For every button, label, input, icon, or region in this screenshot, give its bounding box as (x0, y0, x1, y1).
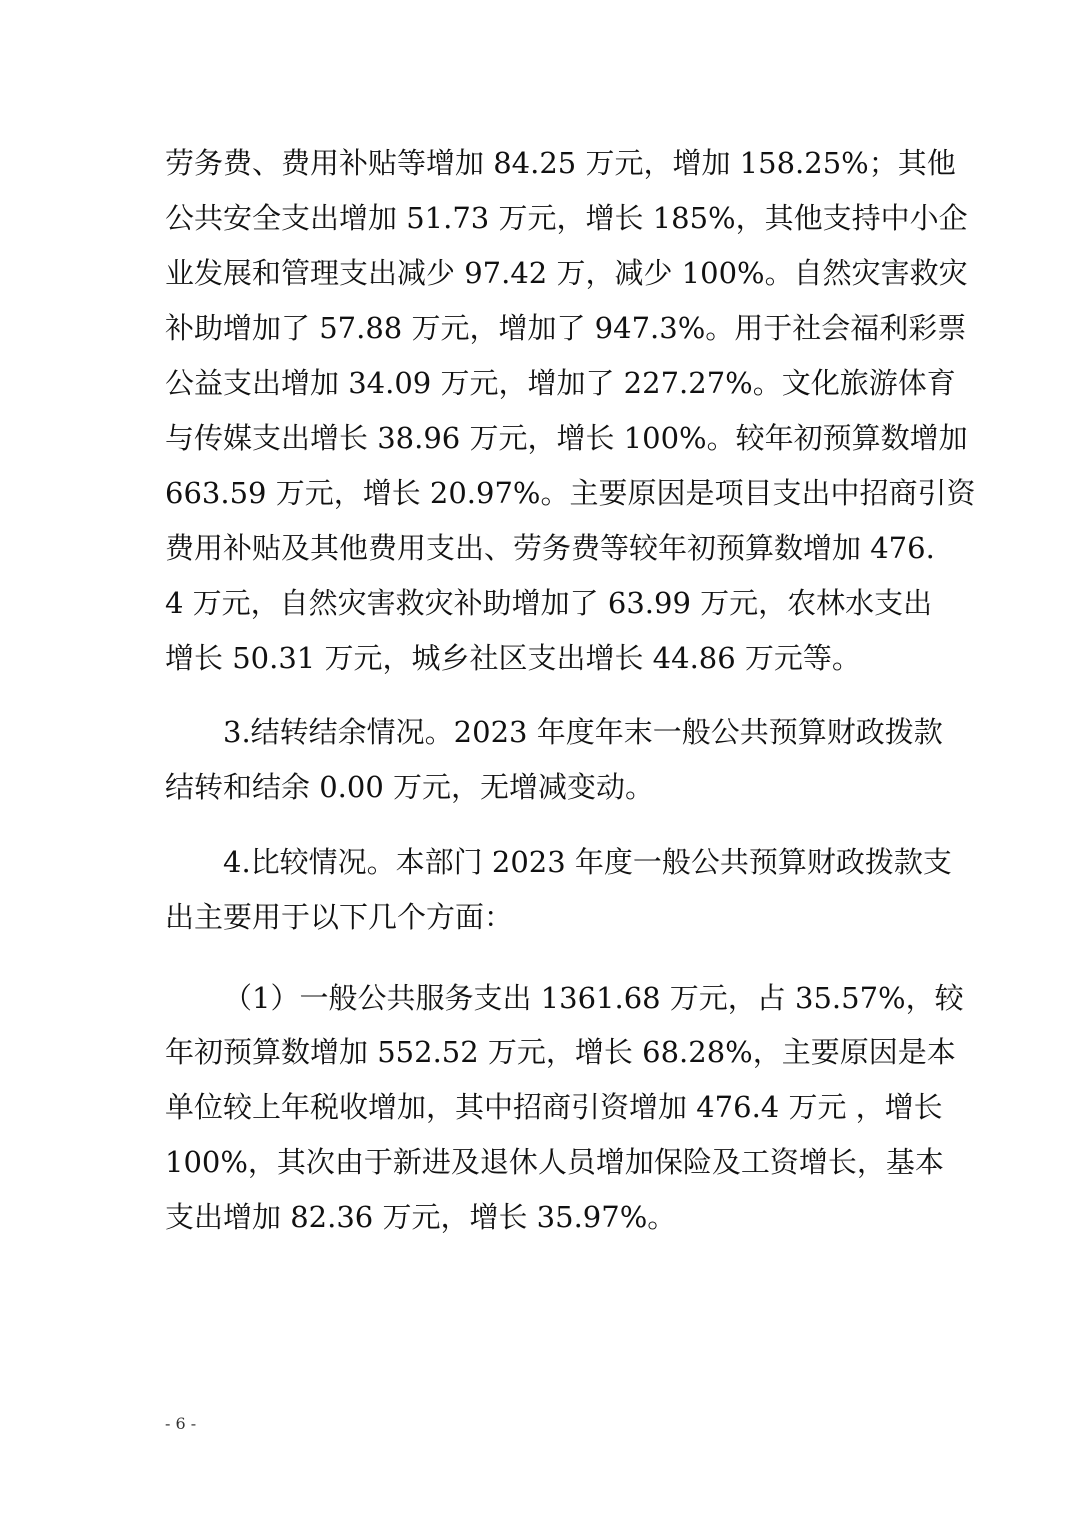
text-line: 单位较上年税收增加，其中招商引资增加 476.4 万元 ，增长 (165, 1090, 943, 1124)
text-line: 出主要用于以下几个方面： (165, 900, 514, 934)
text-line: 与传媒支出增长 38.96 万元，增长 100%。较年初预算数增加 (165, 421, 968, 455)
text-line: 100%，其次由于新进及退休人员增加保险及工资增长，基本 (165, 1145, 944, 1179)
text-line: 增长 50.31 万元，城乡社区支出增长 44.86 万元等。 (165, 641, 861, 675)
text-line: 业发展和管理支出减少 97.42 万，减少 100%。自然灾害救灾 (165, 256, 968, 290)
text-line: 4 万元，自然灾害救灾补助增加了 63.99 万元，农林水支出 (165, 586, 933, 620)
text-line: 3.结转结余情况。2023 年度年末一般公共预算财政拨款 (223, 715, 943, 749)
text-line: 663.59 万元，增长 20.97%。主要原因是项目支出中招商引资 (165, 476, 976, 510)
text-line: 结转和结余 0.00 万元，无增减变动。 (165, 770, 655, 804)
page-number: - 6 - (165, 1414, 197, 1433)
text-line: 补助增加了 57.88 万元，增加了 947.3%。用于社会福利彩票 (165, 311, 967, 345)
text-line: 4.比较情况。本部门 2023 年度一般公共预算财政拨款支 (223, 845, 952, 879)
text-line: 公共安全支出增加 51.73 万元，增长 185%，其他支持中小企 (165, 201, 968, 235)
text-line: 劳务费、费用补贴等增加 84.25 万元，增加 158.25%；其他 (165, 146, 956, 180)
text-line: 费用补贴及其他费用支出、劳务费等较年初预算数增加 476. (165, 531, 935, 565)
text-line: 年初预算数增加 552.52 万元，增长 68.28%，主要原因是本 (165, 1035, 956, 1069)
text-line: （1）一般公共服务支出 1361.68 万元，占 35.57%，较 (223, 981, 964, 1015)
text-line: 公益支出增加 34.09 万元，增加了 227.27%。文化旅游体育 (165, 366, 956, 400)
text-line: 支出增加 82.36 万元，增长 35.97%。 (165, 1200, 677, 1234)
